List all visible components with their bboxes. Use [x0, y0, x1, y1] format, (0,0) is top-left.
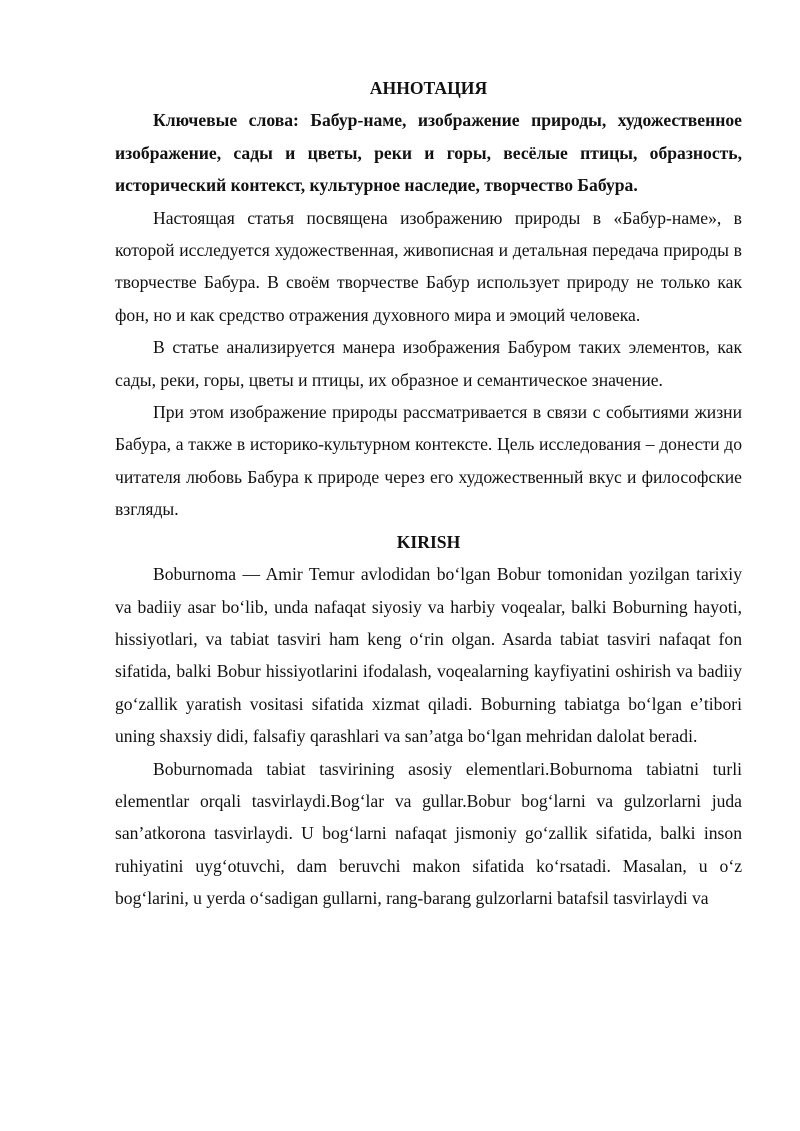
introduction-heading: KIRISH	[396, 531, 461, 552]
keywords-paragraph: Ключевые слова: Бабур-наме, изображение природы, художественное изображение, сады и цветы, реки и горы, весёлые птицы, образность, исторический контекст, культурное наследие, творчество Бабура.	[115, 110, 742, 196]
annotation-heading: АННОТАЦИЯ	[369, 78, 488, 98]
introduction-paragraph: Boburnomada tabiat tasvirining asosiy elementlari.Boburnoma tabiatni turli elementlar orqali tasvirlaydi.Bogʻlar va gullar.Bobur bogʻlarni va gulzorlarni juda sanʼatkorona tasvirlaydi. U bogʻlarni nafaqat jismoniy goʻzallik sifatida, balki inson ruhiyatini uygʻotuvchi, dam beruvchi makon sifatida koʻrsatadi. Masalan, u oʻz bogʻlarini, u yerda oʻsadigan gullarni, rang-barang gulzorlarni batafsil tasvirlaydi va	[115, 758, 742, 909]
introduction-paragraph: Boburnoma — Amir Temur avlodidan boʻlgan Bobur tomonidan yozilgan tarixiy va badiiy asar boʻlib, unda nafaqat siyosiy va harbiy voqealar, balki Boburning hayoti, hissiyotlari, va tabiat tasviri ham keng oʻrin olgan. Asarda tabiat tasviri nafaqat fon sifatida, balki Bobur hissiyotlarini ifodalash, voqealarning kayfiyatini oshirish va badiiy goʻzallik yaratish vositasi sifatida xizmat qiladi. Boburning tabiatga boʻlgan eʼtibori uning shaxsiy didi, falsafiy qarashlari va sanʼatga boʻlgan mehridan dalolat beradi.	[115, 564, 742, 747]
annotation-paragraph: При этом изображение природы рассматривается в связи с событиями жизни Бабура, а также в историко-культурном контексте. Цель исследования – донести до читателя любовь Бабура к природе через его художественный вкус и философские взгляды.	[115, 402, 742, 520]
annotation-paragraph: Настоящая статья посвящена изображению природы в «Бабур-наме», в которой исследуется художественная, живописная и детальная передача природы в творчестве Бабура. В своём творчестве Бабур использует природу не только как фон, но и как средство отражения духовного мира и эмоций человека.	[115, 207, 742, 325]
document-page	[115, 72, 742, 915]
annotation-paragraph: В статье анализируется манера изображения Бабуром таких элементов, как сады, реки, горы, цветы и птицы, их образное и семантическое значение.	[115, 337, 742, 390]
